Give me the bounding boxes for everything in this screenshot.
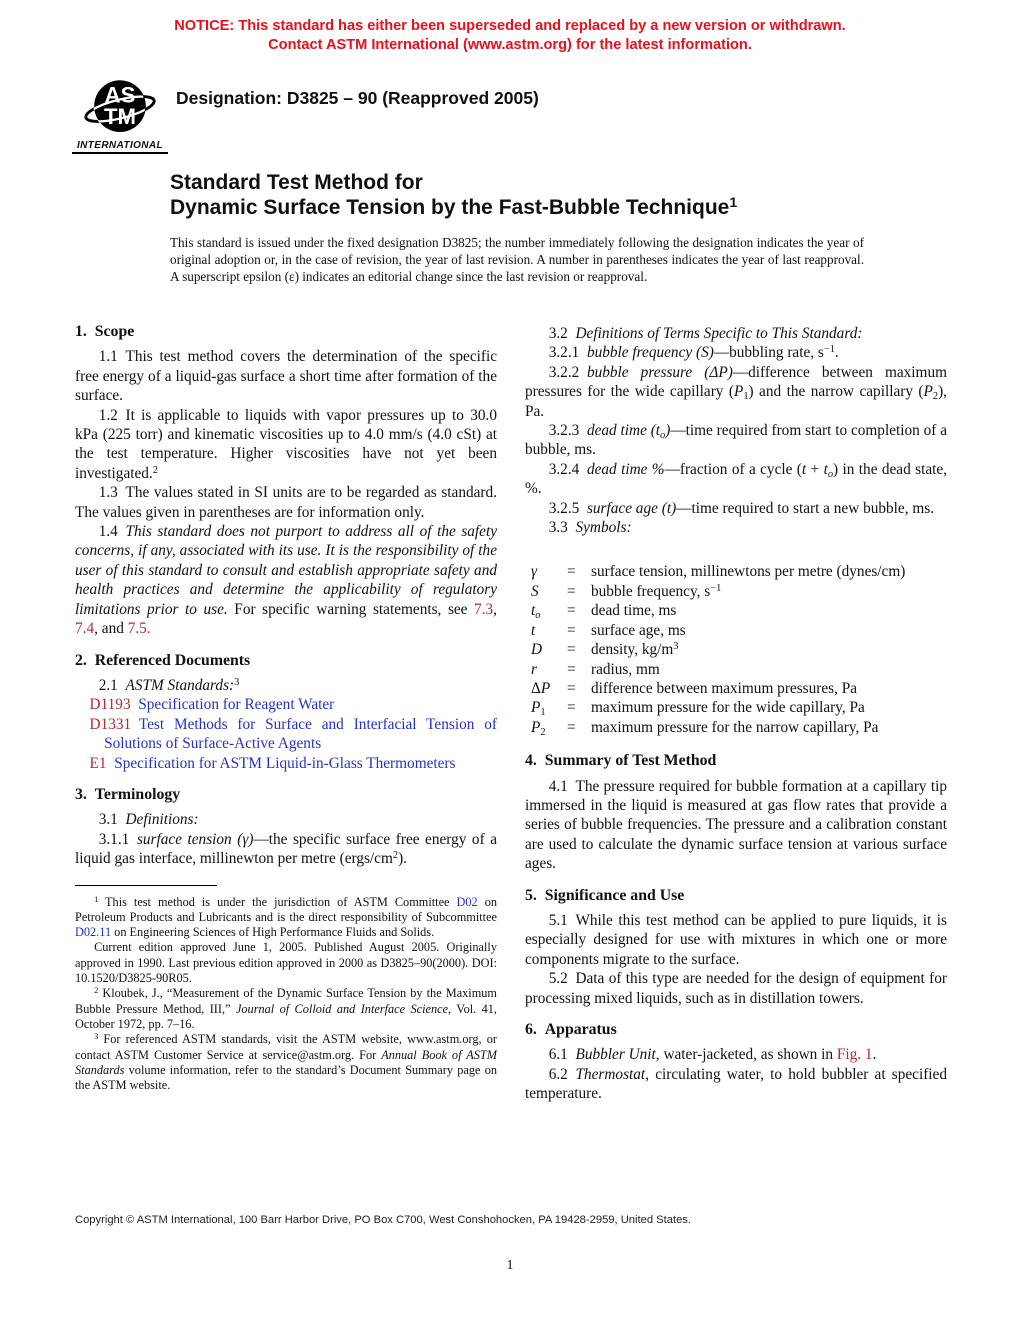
text-segment: Annual Book of ASTM Standards <box>75 1047 497 1077</box>
text-segment: 1.2 It is applicable to liquids with vapor pressures up to 30.0 kPa (225 torr) and kinematic viscosities up to 4.0 mm/s (4.0 cSt) at the test temperature. Higher viscosities have not yet been investigated. <box>75 406 497 482</box>
section-6-heading: 6. Apparatus <box>525 1021 617 1038</box>
footnote-1 <box>75 895 497 941</box>
para-1-3 <box>75 483 497 522</box>
text-segment: 3.2.3 <box>548 422 587 440</box>
text-segment: , and <box>94 620 128 638</box>
text-segment: surface tension (γ) <box>136 830 254 848</box>
text-segment: Journal of Colloid and Interface Science <box>235 1001 449 1016</box>
equals-sign: = <box>567 621 576 639</box>
text-segment: difference between maximum pressures, Pa <box>591 679 858 697</box>
cross-reference-link[interactable]: Fig. 1 <box>836 1046 873 1064</box>
astm-logo <box>72 76 168 154</box>
equals-sign: = <box>567 660 576 678</box>
symbol <box>531 698 567 717</box>
equals-sign: = <box>567 563 576 581</box>
text-segment: 5.2 Data of this type are needed for the design of equipment for processing mixed liquids, such as in distillation towers. <box>525 970 947 1007</box>
text-segment: . <box>834 344 839 362</box>
text-segment: volume information, refer to the standard’s Document Summary page on the ASTM website. <box>75 1062 497 1093</box>
symbol <box>531 601 567 620</box>
text-segment: Definitions: <box>125 811 199 829</box>
cross-reference-link[interactable]: 7.3 <box>474 600 494 618</box>
body-columns <box>75 322 947 1104</box>
para-5-2 <box>525 969 947 1008</box>
equals-sign: = <box>567 679 576 697</box>
text-segment: ) and the narrow capillary ( <box>748 383 924 401</box>
text-segment: 2 <box>392 850 399 862</box>
text-segment: Kloubek, J., “Measurement of the Dynamic Surface Tension by the Maximum Bubble Pressure Method, III,” <box>75 986 497 1016</box>
section-3-heading: 3. Terminology <box>75 785 181 803</box>
para-3-2-5 <box>525 499 947 518</box>
text-segment: 2 <box>540 726 546 738</box>
text-segment: . <box>872 1046 877 1064</box>
equals-sign: = <box>567 718 576 736</box>
text-segment: ASTM Standards: <box>125 676 235 694</box>
text-segment: 2 <box>94 986 99 996</box>
text-segment: 3.1 <box>98 811 126 829</box>
text-segment: on Engineering Sciences of High Performance Fluids and Solids. <box>111 925 435 940</box>
text-segment: P <box>923 383 933 401</box>
symbol-row-p2 <box>525 718 947 737</box>
text-segment: 3.2.4 <box>548 460 587 478</box>
text-segment: o <box>827 468 834 480</box>
text-segment: D <box>531 641 543 659</box>
reference-d1331 <box>75 715 497 754</box>
text-segment: 2.1 <box>98 676 126 694</box>
symbol-description <box>591 718 947 737</box>
cross-reference-link[interactable]: 7.5. <box>127 620 151 638</box>
para-1-4 <box>75 522 497 638</box>
text-segment: Bubbler Unit <box>575 1046 656 1064</box>
section-4-heading: 4. Summary of Test Method <box>525 752 717 770</box>
text-segment: 5.1 While this test method can be applied to pure liquids, it is especially designed for use with mixtures in which one or more components migrate to the surface. <box>525 911 947 968</box>
reference-e1 <box>75 754 497 773</box>
symbol-description <box>591 640 947 659</box>
text-segment: t <box>531 602 536 620</box>
cross-reference-link[interactable]: D1193 <box>89 696 131 714</box>
symbol <box>531 582 567 601</box>
document-title <box>170 170 864 220</box>
text-segment: For specific warning statements, see <box>227 600 475 618</box>
svg-text:AS: AS <box>104 82 136 108</box>
section-2-heading: 2. Referenced Documents <box>75 651 251 669</box>
para-3-1 <box>75 810 497 829</box>
symbol-description <box>591 679 947 698</box>
text-segment: surface age, ms <box>591 621 686 639</box>
text-segment: —difference between maximum pressures for the wide capillary ( <box>525 363 948 401</box>
footnote-2 <box>75 986 497 1032</box>
designation-line: Designation: D3825 – 90 (Reapproved 2005) <box>176 88 539 108</box>
symbol-row-deltap <box>525 679 947 698</box>
title-line-1: Standard Test Method for <box>170 171 423 194</box>
title-block <box>170 170 864 285</box>
text-segment: 6.1 <box>548 1046 576 1064</box>
text-segment: r <box>531 660 537 678</box>
text-segment: 1.1 This test method covers the determination of the specific free energy of a liquid-gas surface a short time after formation of the surface. <box>75 348 497 405</box>
text-segment: , <box>493 600 497 618</box>
symbol-row-t <box>525 621 947 640</box>
para-3-2-2 <box>525 363 947 421</box>
text-segment: radius, mm <box>591 660 660 678</box>
notice-line-1: NOTICE: This standard has either been superseded and replaced by a new version or withdrawn. <box>174 18 846 34</box>
footnotes <box>75 885 497 1094</box>
text-segment: P <box>531 699 541 717</box>
para-5-1 <box>525 911 947 969</box>
symbol <box>531 679 567 698</box>
text-segment: γ <box>531 563 538 581</box>
text-segment: Dynamic Surface Tension by the Fast-Bubble Technique <box>170 196 730 219</box>
symbol-description <box>591 562 947 581</box>
issuance-note: This standard is issued under the fixed designation D3825; the number immediately following the designation indicates the year of original adoption or, in the case of revision, the year of last revision. A number in parentheses indicates the year of last reapproval. A superscript epsilon (ε) indicates an editorial change since the last revision or reapproval. <box>170 235 864 284</box>
cross-reference-link[interactable]: Test Methods for Surface and Interfacial Tension of Solutions of Surface-Active Agents <box>104 715 497 753</box>
text-segment: t <box>823 460 828 478</box>
text-segment: ) <box>665 422 671 440</box>
text-segment: 3 <box>673 641 679 653</box>
text-segment: 4.1 The pressure required for bubble formation at a capillary tip immersed in the liquid is measured at gas flow rates that provide a series of bubble frequencies. The pressure and a calibration constant are used to calculate the dynamic surface tension at various surface ages. <box>525 777 947 873</box>
symbol-row-d <box>525 640 947 659</box>
para-3-2-1 <box>525 343 947 362</box>
text-segment: bubble pressure (ΔP) <box>586 363 733 381</box>
text-segment: −1 <box>823 344 835 356</box>
footnote-rule <box>75 885 217 886</box>
text-segment: ) in the dead state, %. <box>525 460 947 498</box>
text-segment: 3.1.1 <box>98 830 137 848</box>
text-segment: t <box>801 460 807 478</box>
symbol-row-to <box>525 601 947 620</box>
symbol-description <box>591 621 947 640</box>
text-segment: 3.2.1 <box>548 344 587 362</box>
cross-reference-link[interactable]: D02 <box>456 894 478 909</box>
equals-sign: = <box>567 641 576 659</box>
text-segment: P <box>531 718 541 736</box>
text-segment: S <box>531 582 539 600</box>
text-segment: density, kg/m <box>591 641 674 659</box>
text-segment: —bubbling rate, s <box>713 344 824 362</box>
symbol-row-gamma <box>525 562 947 581</box>
text-segment: 2 <box>152 464 158 476</box>
para-6-1 <box>525 1045 947 1064</box>
text-segment: ). <box>398 850 407 868</box>
text-segment: 1 <box>94 894 99 904</box>
text-segment: maximum pressure for the narrow capillary, Pa <box>591 718 879 736</box>
text-segment: maximum pressure for the wide capillary, Pa <box>591 699 865 717</box>
text-segment: , water-jacketed, as shown in <box>655 1046 837 1064</box>
text-segment: dead time, ms <box>591 602 677 620</box>
text-segment: This standard does not purport to address all of the safety concerns, if any, associated with its use. It is the responsibility of the user of this standard to consult and establish appropriate safety and health practices and determine the applicability of regulatory limitations prior to use. <box>75 523 497 618</box>
para-3-3 <box>525 518 947 537</box>
equals-sign: = <box>567 582 576 600</box>
para-3-2-3 <box>525 421 947 460</box>
svg-text:TM: TM <box>103 104 137 130</box>
symbol <box>531 660 567 679</box>
text-segment: Symbols: <box>575 519 632 537</box>
page-number: 1 <box>506 1258 514 1273</box>
text-segment: , Vol. 41, October 1972, pp. 7–16. <box>75 1001 497 1031</box>
text-segment: on Petroleum Products and Lubricants and is the direct responsibility of Subcommittee <box>75 894 498 924</box>
symbol <box>531 718 567 737</box>
text-segment: bubble frequency, s <box>591 582 711 600</box>
footnote-edition <box>75 940 497 986</box>
text-segment: —time required to start a new bubble, ms. <box>676 499 935 517</box>
cross-reference-link[interactable]: Specification for Reagent Water <box>138 696 335 714</box>
symbol-row-p1 <box>525 698 947 717</box>
symbol-description <box>591 660 947 679</box>
right-column <box>525 322 947 1104</box>
para-6-2 <box>525 1065 947 1104</box>
text-segment: 2 <box>932 391 939 403</box>
text-segment: 1 <box>729 195 738 212</box>
text-segment: 3.2.2 <box>548 363 587 381</box>
equals-sign: = <box>567 602 576 620</box>
symbol <box>531 640 567 659</box>
symbol-row-r <box>525 660 947 679</box>
text-segment: 1.3 The values stated in SI units are to be regarded as standard. The values given in parentheses are for information only. <box>75 484 497 521</box>
cross-reference-link[interactable]: D1331 <box>89 715 132 733</box>
para-1-1 <box>75 347 497 405</box>
symbols-list <box>525 562 947 737</box>
section-1-heading: 1. Scope <box>75 323 135 340</box>
text-segment: surface tension, millinewtons per metre (dynes/cm) <box>591 563 906 581</box>
cross-reference-link[interactable]: Specification for ASTM Liquid-in-Glass Thermometers <box>114 754 456 772</box>
text-segment: 6.2 <box>548 1065 576 1083</box>
text-segment: Thermostat <box>575 1065 646 1083</box>
symbol-row-s <box>525 582 947 601</box>
text-segment <box>131 716 139 733</box>
text-segment: P <box>733 383 744 401</box>
para-1-2 <box>75 406 497 484</box>
supersession-notice <box>0 17 1020 54</box>
text-segment: dead time % <box>586 460 665 478</box>
cross-reference-link[interactable]: E1 <box>89 754 107 772</box>
symbol <box>531 562 567 581</box>
cross-reference-link[interactable]: 7.4 <box>75 620 95 638</box>
section-5-heading: 5. Significance and Use <box>525 886 685 904</box>
text-segment: −1 <box>710 582 722 594</box>
text-segment: bubble frequency (S) <box>586 344 714 362</box>
reference-d1193 <box>75 695 497 714</box>
text-segment: dead time (t <box>586 422 661 440</box>
para-2-1 <box>75 676 497 695</box>
text-segment: 3.3 <box>548 519 576 537</box>
astm-globe-icon <box>84 76 156 142</box>
copyright-line: Copyright © ASTM International, 100 Barr Harbor Drive, PO Box C700, West Conshohocken, PA 19428-2959, United States. <box>75 1214 691 1226</box>
para-4-1 <box>525 777 947 874</box>
text-segment: 3 <box>94 1032 99 1042</box>
notice-line-2: Contact ASTM International (www.astm.org) for the latest information. <box>268 36 752 53</box>
text-segment: Δ <box>531 679 541 697</box>
text-segment: 1.4 <box>98 523 126 541</box>
text-segment: 3.2.5 <box>548 499 587 517</box>
text-segment: surface age (t) <box>586 499 677 517</box>
text-segment: This test method is under the jurisdiction of ASTM Committee <box>98 894 457 909</box>
text-segment: + <box>806 460 824 478</box>
text-segment: P <box>540 679 551 697</box>
text-segment: —time required from start to completion of a bubble, ms. <box>525 422 947 459</box>
text-segment: Definitions of Terms Specific to This Standard: <box>575 325 863 342</box>
text-segment: ), Pa. <box>525 383 947 420</box>
text-segment: Current edition approved June 1, 2005. Published August 2005. Originally approved in 1990. Last previous edition approved in 2000 as D3825–90(2000). DOI: 10.1520/D3825-90R05. <box>75 940 497 986</box>
text-segment: , circulating water, to hold bubbler at specified temperature. <box>525 1065 947 1103</box>
text-segment: 1 <box>540 707 546 719</box>
text-segment: t <box>531 621 536 639</box>
text-segment: o <box>535 610 541 622</box>
left-column <box>75 322 497 1104</box>
logo-international-label: INTERNATIONAL <box>72 140 168 154</box>
symbol-description <box>591 698 947 717</box>
title-line-2 <box>170 196 737 219</box>
text-segment: —fraction of a cycle ( <box>664 460 802 478</box>
equals-sign: = <box>567 699 576 717</box>
symbol-description <box>591 601 947 620</box>
symbol-description <box>591 582 947 601</box>
para-3-1-1 <box>75 830 497 869</box>
text-segment: For referenced ASTM standards, visit the ASTM website, www.astm.org, or contact ASTM Customer Service at service@astm.org. For <box>75 1032 497 1062</box>
text-segment: o <box>660 429 666 441</box>
para-3-2 <box>525 324 947 343</box>
symbol <box>531 621 567 640</box>
text-segment: 3 <box>234 676 240 688</box>
footnote-3 <box>75 1032 497 1093</box>
text-segment: —the specific surface free energy of a liquid gas interface, millinewton per metre (ergs/cm <box>75 830 497 868</box>
cross-reference-link[interactable]: D02.11 <box>75 925 112 940</box>
text-segment: 3.2 <box>548 325 576 342</box>
text-segment: 1 <box>743 391 749 403</box>
para-3-2-4 <box>525 460 947 499</box>
